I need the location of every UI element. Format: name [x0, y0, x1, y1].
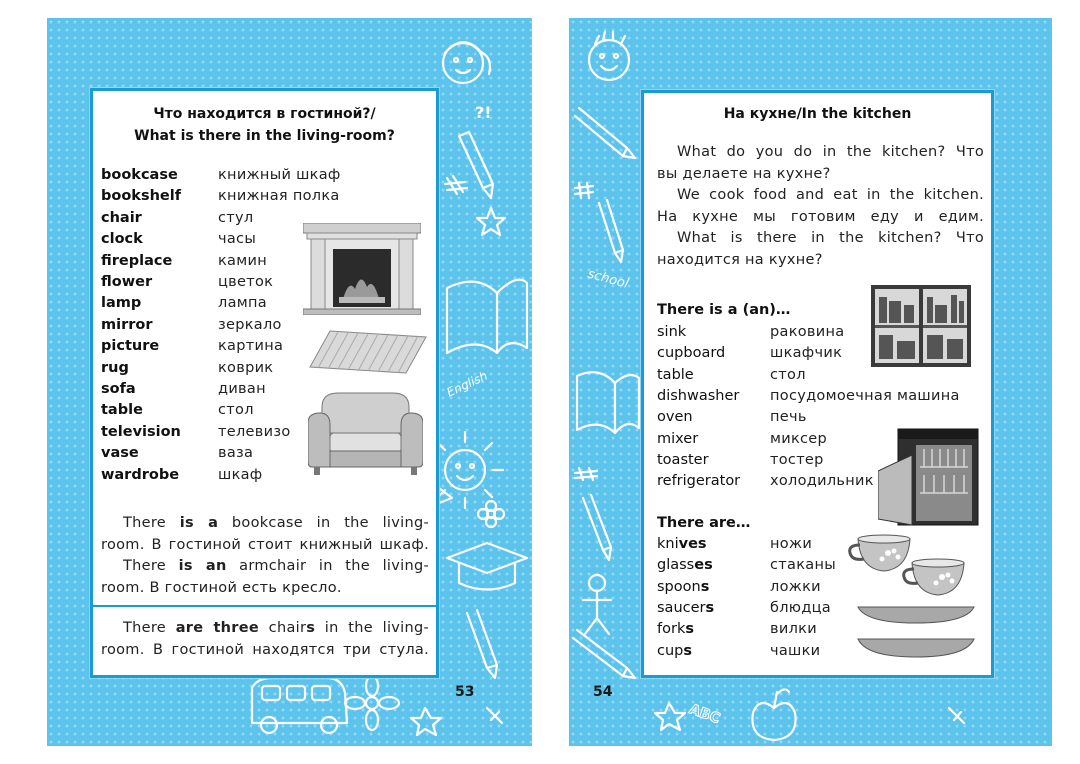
kitchen-word-en: mixer	[657, 430, 699, 447]
page-number-left: 53	[455, 684, 475, 700]
plural-stem: kni	[657, 536, 679, 552]
living-room-title-en: What is there in the living-room?	[134, 128, 395, 144]
bus-doodle	[252, 678, 347, 733]
vocab-word-ru: ваза	[218, 445, 254, 462]
vocab-word-ru: книжная полка	[218, 188, 340, 205]
kitchen-plural-en	[657, 598, 714, 619]
dishwasher-illustration	[878, 427, 980, 529]
star-doodle	[477, 208, 505, 235]
intro-line: What is there in the kitchen? Что	[677, 230, 984, 246]
vocab-word-ru: диван	[218, 381, 266, 397]
example-is-a: There is a bookcase in the living-	[123, 515, 429, 531]
kitchen-word-ru: посудомоечная машина	[770, 387, 960, 404]
kitchen-plural-en	[657, 534, 707, 555]
vocab-word-en: lamp	[101, 295, 142, 312]
vocab-word-en: mirror	[101, 316, 153, 333]
section-divider	[93, 605, 436, 607]
pencil-doodle	[459, 132, 493, 198]
grad-cap-doodle	[447, 543, 527, 590]
vocab-word-en: table	[101, 402, 143, 419]
english-doodle-text: English	[444, 368, 490, 400]
kitchen-word-ru: миксер	[770, 430, 828, 447]
plate-illustration-1	[856, 603, 976, 627]
vocab-word-ru: шкаф	[218, 466, 263, 483]
fireplace-illustration	[303, 223, 421, 315]
kitchen-word-ru: тостер	[770, 451, 824, 468]
kitchen-word-ru: шкафчик	[770, 345, 843, 362]
vocab-word-ru: коврик	[218, 359, 274, 376]
intro-line: На кухне мы готовим еду и едим.	[657, 208, 984, 225]
plural-stem: glass	[657, 557, 695, 574]
kitchen-title: На кухне/In the kitchen	[723, 106, 912, 122]
kitchen-plural-ru: блюдца	[770, 599, 831, 616]
rug-illustration	[308, 327, 428, 377]
vocab-word-ru: картина	[218, 338, 284, 355]
intro-line: вы делаете на кухне?	[657, 165, 831, 182]
right-page	[569, 18, 1052, 746]
kitchen-plural-ru: чашки	[770, 642, 821, 659]
kitchen-word-en: sink	[657, 324, 687, 340]
vocab-word-en: wardrobe	[101, 466, 180, 483]
plural-suffix: es	[694, 557, 713, 574]
there-is-heading: There is a (an)…	[657, 302, 791, 318]
vocab-word-ru: часы	[218, 231, 257, 248]
living-room-title-ru: Что находится в гостиной?/	[153, 106, 376, 122]
vocab-word-ru: цветок	[218, 274, 274, 290]
kitchen-word-en: oven	[657, 409, 693, 426]
plural-stem: fork	[657, 621, 686, 638]
abc-doodle-text: ABC	[686, 701, 723, 728]
vocab-word-en: television	[101, 423, 181, 440]
vocab-word-en: picture	[101, 338, 160, 355]
plural-suffix: s	[700, 578, 710, 595]
plural-suffix: s	[683, 642, 693, 659]
open-book-doodle-right	[577, 372, 639, 433]
kitchen-plural-en	[657, 577, 709, 598]
flower-doodle-2	[345, 676, 399, 730]
plural-stem: saucer	[657, 599, 706, 616]
kitchen-word-en: refrigerator	[657, 473, 741, 490]
vocab-word-en: rug	[101, 359, 129, 376]
kitchen-word-en: cupboard	[657, 345, 726, 362]
boy-face-doodle	[589, 32, 629, 80]
svg-text:?!: ?!	[475, 103, 492, 122]
vocab-word-en: flower	[101, 274, 153, 290]
example-is-an: There is an armchair in the living-	[123, 558, 429, 574]
book-doodle	[447, 280, 527, 353]
vocab-word-ru: телевизо	[218, 423, 291, 440]
vocab-word-ru: стол	[218, 402, 254, 419]
kitchen-word-en: toaster	[657, 451, 709, 468]
intro-line: What do you do in the kitchen? Что	[677, 144, 984, 160]
kitchen-plural-ru: вилки	[770, 621, 817, 638]
plural-stem: spoon	[657, 578, 701, 595]
kitchen-word-ru: раковина	[770, 324, 845, 340]
vocab-word-en: vase	[101, 445, 139, 462]
kitchen-plural-ru: ложки	[770, 578, 821, 595]
example-are-three-translation: room. В гостиной находятся три стула.	[101, 641, 429, 658]
kitchen-card	[641, 90, 994, 678]
plural-suffix: s	[705, 599, 715, 616]
flower-doodle	[478, 501, 504, 527]
kitchen-word-ru: холодильник	[770, 473, 874, 490]
kitchen-plural-en	[657, 619, 694, 640]
stick-figure-doodle	[583, 575, 611, 634]
vocab-word-ru: книжный шкаф	[218, 167, 341, 183]
plural-suffix: s	[685, 621, 694, 638]
kitchen-plural-ru: ножи	[770, 536, 813, 552]
left-page	[47, 18, 532, 746]
plate-illustration-2	[856, 635, 976, 661]
kitchen-plural-en	[657, 555, 713, 576]
vocab-word-en: bookcase	[101, 167, 178, 183]
sofa-illustration	[308, 389, 423, 477]
pencil-doodle-right	[575, 108, 635, 158]
there-are-heading: There are…	[657, 515, 751, 531]
page-number-right: 54	[593, 684, 613, 700]
plural-stem: cup	[657, 642, 684, 659]
kitchen-plural-ru: стаканы	[770, 557, 836, 574]
kitchen-plural-en	[657, 641, 692, 662]
kitchen-word-en: dishwasher	[657, 387, 740, 404]
school-doodle-text: school	[585, 266, 631, 292]
intro-line: находится на кухне?	[657, 251, 823, 268]
kitchen-word-en: table	[657, 366, 694, 383]
vocab-word-ru: стул	[218, 209, 254, 226]
intro-line: We cook food and eat in the kitchen.	[677, 187, 984, 203]
cupboard-illustration	[871, 285, 971, 367]
example-are-three: There are three chairs in the living-	[123, 620, 430, 636]
cup-illustration-2	[902, 555, 974, 599]
vocab-word-en: sofa	[101, 381, 136, 397]
kitchen-word-ru: печь	[770, 409, 807, 426]
example-is-a-translation: room. В гостиной стоит книжный шкаф.	[101, 536, 429, 553]
vocab-word-en: fireplace	[101, 252, 173, 269]
vocab-word-en: bookshelf	[101, 188, 182, 205]
girl-face-doodle	[443, 42, 490, 83]
living-room-card	[90, 88, 439, 678]
vocab-word-ru: зеркало	[218, 316, 282, 333]
kitchen-word-ru: стол	[770, 366, 806, 383]
vocab-word-ru: лампа	[218, 295, 267, 312]
vocab-word-ru: камин	[218, 252, 267, 269]
plural-suffix: ves	[678, 536, 707, 552]
apple-doodle	[752, 689, 795, 740]
vocab-word-en: clock	[101, 231, 143, 248]
example-is-an-translation: room. В гостиной есть кресло.	[101, 579, 342, 596]
vocab-word-en: chair	[101, 209, 142, 226]
